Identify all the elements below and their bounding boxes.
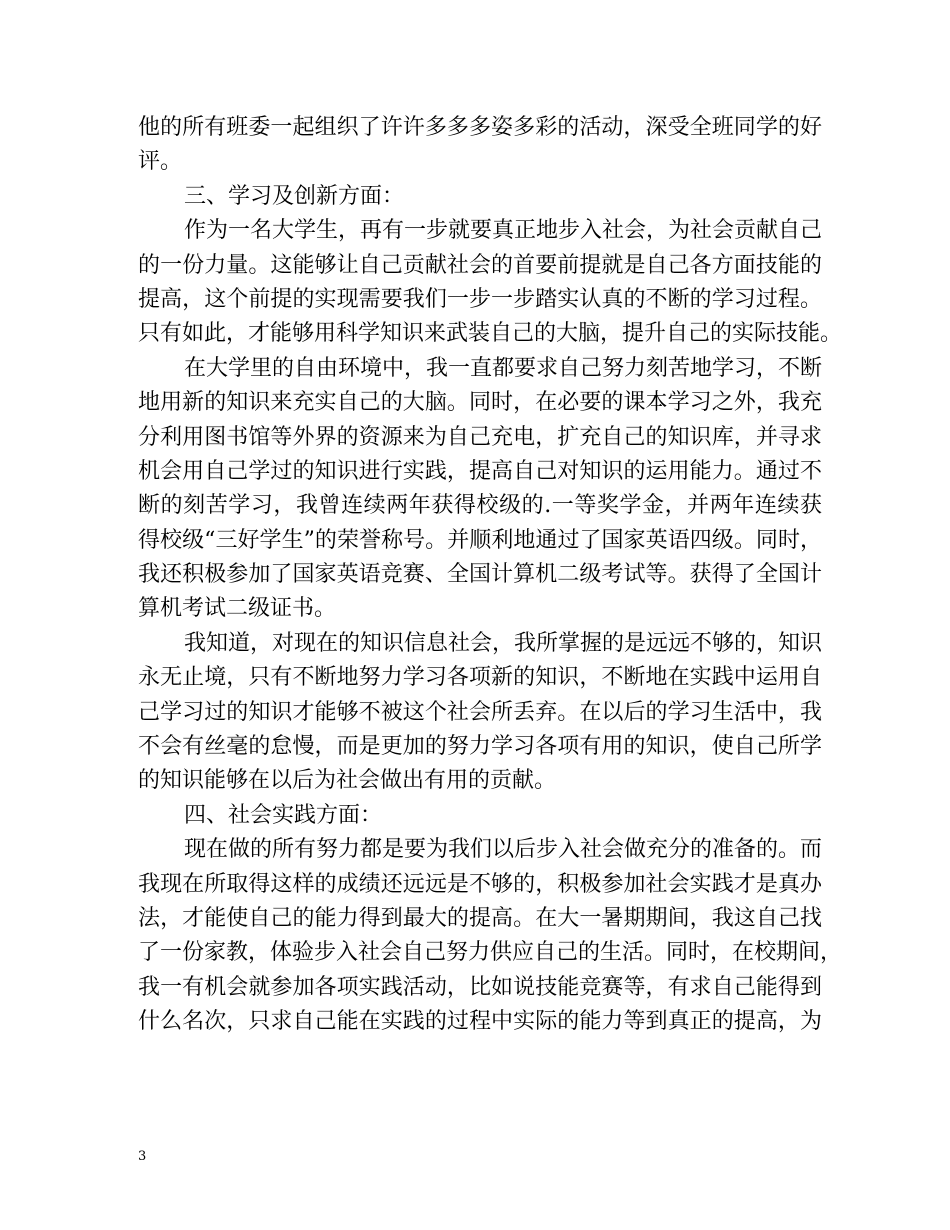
text-line: 我还积极参加了国家英语竞赛、全国计算机二级考试等。获得了全国计 [138,562,822,588]
text-line: 现在做的所有努力都是要为我们以后步入社会做充分的准备的。而 [184,837,823,863]
text-line: 我知道，对现在的知识信息社会，我所掌握的是远远不够的，知识 [184,630,823,656]
text-line: 断的刻苦学习，我曾连续两年获得校级的.一等奖学金，并两年连续获 [138,493,822,519]
text-line: 算机考试二级证书。 [138,596,337,622]
document-body [138,111,843,1040]
text-line: 的一份力量。这能够让自己贡献社会的首要前提就是自己各方面技能的 [138,252,822,278]
text-line: 我一有机会就参加各项实践活动，比如说技能竞赛等，有求自己能得到 [138,974,822,1000]
text-line: 机会用自己学过的知识进行实践，提高自己对知识的运用能力。通过不 [138,458,822,484]
text-line: 他的所有班委一起组织了许许多多多姿多彩的活动，深受全班同学的好 [138,115,822,140]
text-line: 得校级“三好学生”的荣誉称号。并顺利地通过了国家英语四级。同时， [138,527,822,553]
text-line: 只有如此，才能够用科学知识来武装自己的大脑，提升自己的实际技能。 [138,321,843,347]
text-line: 地用新的知识来充实自己的大脑。同时，在必要的课本学习之外，我充 [138,390,822,416]
text-line: 法，才能使自己的能力得到最大的提高。在大一暑期期间，我这自己找 [138,905,822,931]
text-line: 在大学里的自由环境中，我一直都要求自己努力刻苦地学习，不断 [184,355,823,381]
text-line: 什么名次，只求自己能在实践的过程中实际的能力等到真正的提高，为 [138,1009,822,1035]
text-line: 己学习过的知识才能够不被这个社会所丢弃。在以后的学习生活中，我 [138,699,822,725]
section-heading: 四、社会实践方面： [184,802,383,828]
text-line: 我现在所取得这样的成绩还远远是不够的，积极参加社会实践才是真办 [138,871,822,897]
text-line: 永无止境，只有不断地努力学习各项新的知识，不断地在实践中运用自 [138,665,822,691]
text-line: 不会有丝毫的怠慢，而是更加的努力学习各项有用的知识，使自己所学 [138,734,822,760]
text-line: 提高，这个前提的实现需要我们一步一步踏实认真的不断的学习过程。 [138,286,822,312]
text-line: 的知识能够在以后为社会做出有用的贡献。 [138,768,557,794]
section-heading: 三、学习及创新方面： [184,183,405,209]
text-line: 作为一名大学生，再有一步就要真正地步入社会，为社会贡献自己 [184,218,823,244]
text-line: 分利用图书馆等外界的资源来为自己充电，扩充自己的知识库，并寻求 [138,424,822,450]
page-number: 3 [138,1149,147,1164]
text-line: 了一份家教，体验步入社会自己努力供应自己的生活。同时，在校期间， [138,940,843,966]
text-line: 评。 [138,149,183,175]
